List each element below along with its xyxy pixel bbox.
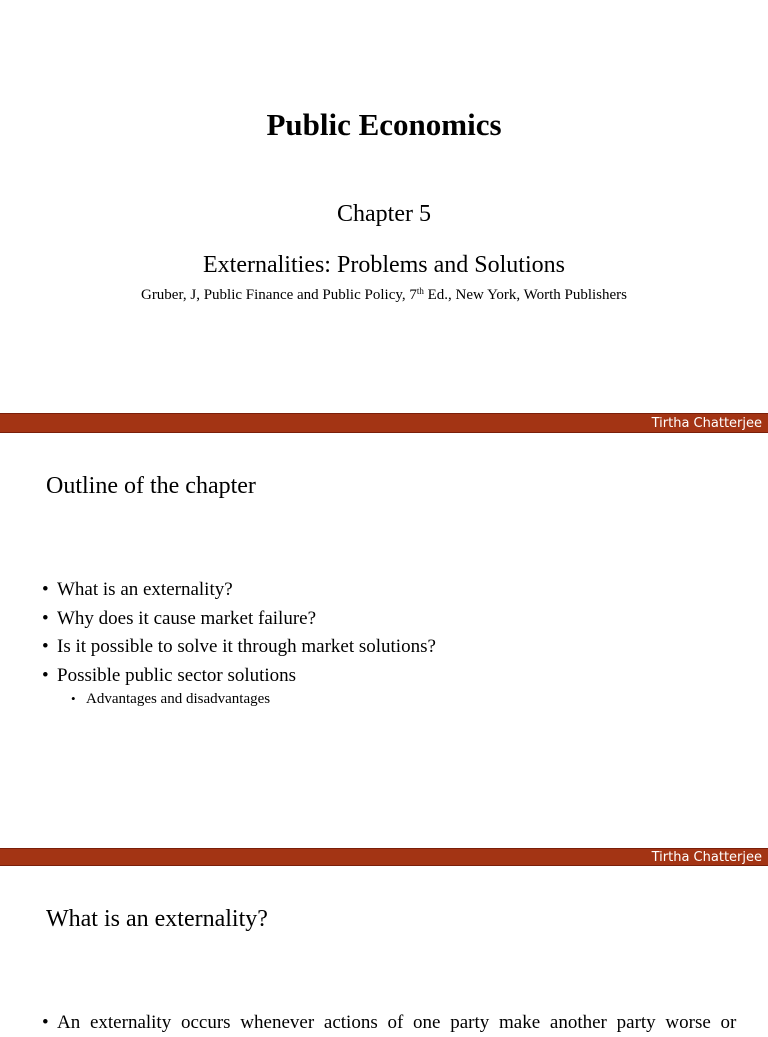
bullet-icon: • <box>42 607 49 629</box>
bullet-icon: • <box>42 1012 49 1033</box>
slide-heading: Outline of the chapter <box>46 473 256 499</box>
slide-title: Public Economics <box>266 107 502 142</box>
slide-heading: What is an externality? <box>46 906 268 932</box>
bullet-icon: • <box>42 579 49 600</box>
bullet-icon: • <box>42 636 49 657</box>
list-item: • What is an externality? <box>42 576 436 605</box>
slide-footer-bar <box>0 413 768 433</box>
footer-author: Tirtha Chatterjee <box>651 850 762 865</box>
footer-author: Tirtha Chatterjee <box>651 416 762 431</box>
reference-superscript: th <box>416 286 424 296</box>
slide-footer-bar <box>0 848 768 866</box>
list-item: • Why does it cause market failure? <box>42 605 436 634</box>
bullet-list <box>42 576 436 708</box>
chapter-label: Chapter 5 <box>337 201 431 227</box>
list-item: • Is it possible to solve it through market solutions? <box>42 633 436 662</box>
sub-list-item: • Advantages and disadvantages <box>71 691 271 707</box>
list-item: • An externality occurs whenever actions of one party make another party worse or <box>42 1009 736 1037</box>
slide-subtitle: Externalities: Problems and Solutions <box>203 252 565 278</box>
list-item: • Possible public sector solutions <box>42 662 436 691</box>
reference-text-end: Ed., New York, Worth Publishers <box>423 287 627 303</box>
bullet-icon: • <box>42 664 49 686</box>
reference-citation <box>0 285 768 305</box>
bullet-icon: • <box>71 691 76 706</box>
reference-text: Gruber, J, Public Finance and Public Policy, 7 <box>140 287 417 303</box>
